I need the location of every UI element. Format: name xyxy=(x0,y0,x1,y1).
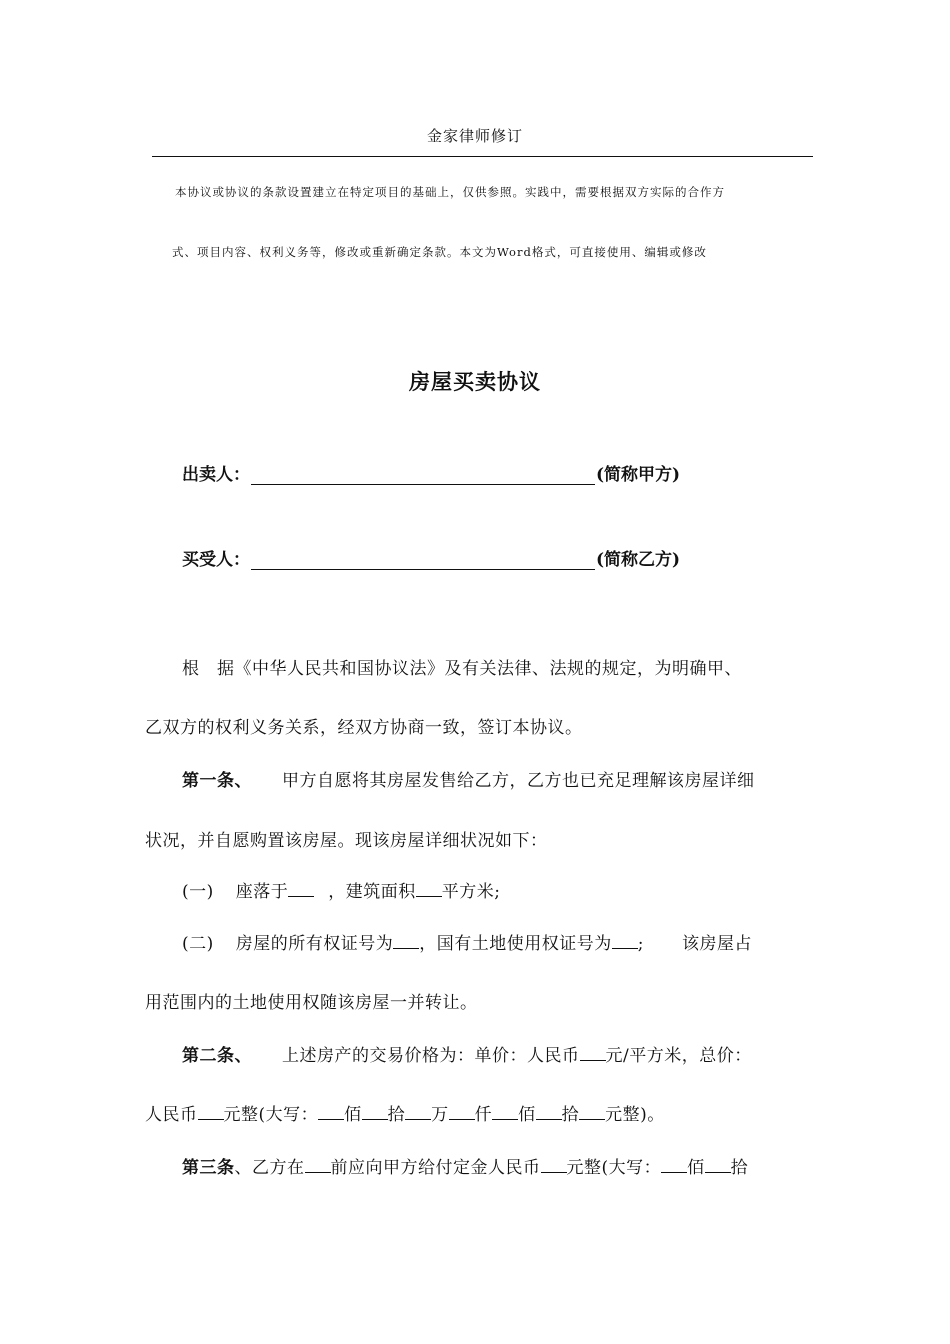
article-1-line-1 xyxy=(182,766,755,791)
article-2-text-2g: 佰 xyxy=(518,1105,536,1125)
article-3-heading: 第三条 xyxy=(182,1158,235,1178)
article-2-text-2e: 万 xyxy=(431,1105,449,1125)
blank xyxy=(405,1105,431,1120)
item-1-number: (一) xyxy=(182,882,214,902)
seller-field xyxy=(182,460,680,485)
item-2-number: (二) xyxy=(182,934,214,954)
preamble-line-2: 乙双方的权利义务关系，经双方协商一致，签订本协议。 xyxy=(145,718,583,738)
notice-line-1: 本协议或协议的条款设置建立在特定项目的基础上，仅供参照。实践中，需要根据双方实际的合作方 xyxy=(175,185,725,199)
blank xyxy=(661,1158,687,1173)
buyer-field xyxy=(182,545,680,570)
item-2-text-b: ，国有土地使用权证号为 xyxy=(419,934,612,954)
article-1-item-1 xyxy=(182,877,501,902)
article-2-line-1 xyxy=(182,1041,752,1066)
item-1-text-c: 平方米; xyxy=(441,882,501,902)
article-1-heading: 第一条、 xyxy=(182,771,252,791)
article-3-text-c: 元整(大写： xyxy=(566,1158,662,1178)
article-3-text-b: 前应向甲方给付定金人民币 xyxy=(330,1158,541,1178)
article-2-text-2h: 拾 xyxy=(561,1105,580,1125)
blank xyxy=(362,1105,388,1120)
article-2-text-1b: 元/平方米，总价： xyxy=(605,1046,752,1066)
article-1-item-2-line-2: 用范围内的土地使用权随该房屋一并转让。 xyxy=(145,993,478,1013)
seller-label: 出卖人： xyxy=(182,465,250,485)
unit-price-blank xyxy=(580,1046,606,1061)
buyer-blank-line xyxy=(251,551,595,570)
deposit-date-blank xyxy=(305,1158,331,1173)
header-divider xyxy=(152,156,813,157)
article-3-line-1 xyxy=(182,1153,748,1178)
item-2-text-d: 该房屋占 xyxy=(682,934,752,954)
total-price-blank xyxy=(198,1105,224,1120)
article-2-text-2c: 佰 xyxy=(344,1105,362,1125)
buyer-label: 买受人： xyxy=(182,550,250,570)
article-1-item-2 xyxy=(182,929,752,954)
area-blank xyxy=(416,882,442,897)
land-cert-blank xyxy=(612,934,638,949)
item-1-text-b: ，建筑面积 xyxy=(328,882,416,902)
article-1-line-2: 状况，并自愿购置该房屋。现该房屋详细状况如下： xyxy=(145,831,548,851)
blank xyxy=(536,1105,562,1120)
article-2-text-2b: 元整(大写： xyxy=(223,1105,319,1125)
article-2-line-2 xyxy=(145,1100,665,1125)
article-2-text-2a: 人民币 xyxy=(145,1105,198,1125)
deposit-amount-blank xyxy=(541,1158,567,1173)
article-2-text-2i: 元整)。 xyxy=(605,1105,665,1125)
ownership-cert-blank xyxy=(393,934,419,949)
article-3-text-d: 佰 xyxy=(687,1158,705,1178)
item-2-text-a: 房屋的所有权证号为 xyxy=(235,934,394,954)
item-2-text-c: ; xyxy=(637,934,644,954)
blank xyxy=(705,1158,731,1173)
header-title: 金家律师修订 xyxy=(426,127,523,145)
preamble-line-1: 根 据《中华人民共和国协议法》及有关法律、法规的规定，为明确甲、 xyxy=(182,659,742,679)
location-blank xyxy=(288,882,314,897)
article-2-text-1a: 上述房产的交易价格为：单价：人民币 xyxy=(282,1046,580,1066)
blank xyxy=(492,1105,518,1120)
blank xyxy=(449,1105,475,1120)
article-3-text-a: 、乙方在 xyxy=(234,1158,305,1178)
item-1-text-a: 座落于 xyxy=(235,882,289,902)
seller-suffix: (简称甲方) xyxy=(596,465,681,485)
article-2-heading: 第二条、 xyxy=(182,1046,252,1066)
notice-line-2: 式、项目内容、权利义务等，修改或重新确定条款。本文为Word格式，可直接使用、编辑或修改 xyxy=(172,245,707,259)
document-title: 房屋买卖协议 xyxy=(409,369,541,394)
blank xyxy=(318,1105,344,1120)
article-2-text-2d: 拾 xyxy=(387,1105,406,1125)
article-3-text-e: 拾 xyxy=(730,1158,749,1178)
blank xyxy=(579,1105,605,1120)
seller-blank-line xyxy=(251,466,595,485)
article-2-text-2f: 仟 xyxy=(474,1105,493,1125)
buyer-suffix: (简称乙方) xyxy=(596,550,681,570)
article-1-text-1: 甲方自愿将其房屋发售给乙方，乙方也已充足理解该房屋详细 xyxy=(282,771,755,791)
